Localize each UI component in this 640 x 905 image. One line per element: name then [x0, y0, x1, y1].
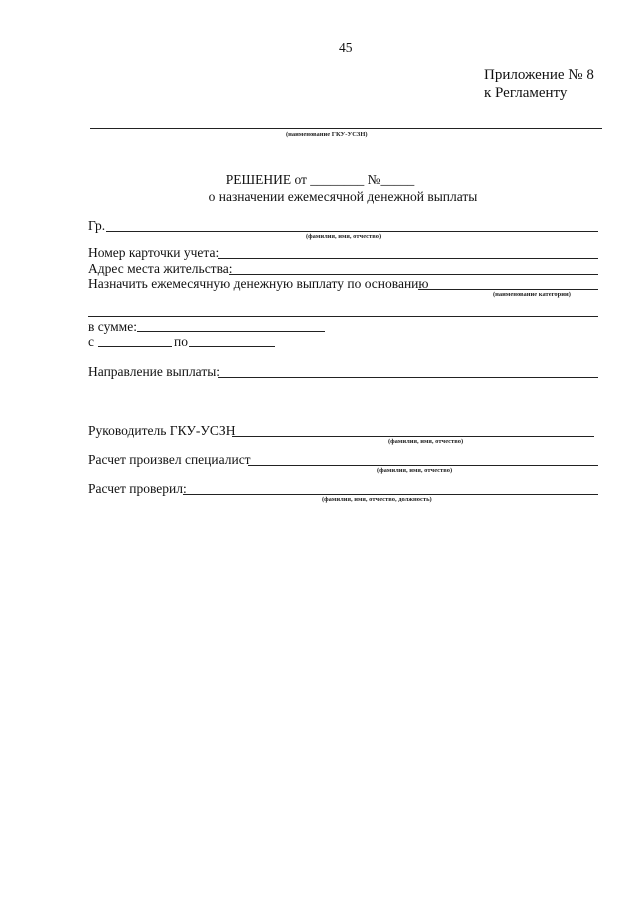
amount-line[interactable] — [137, 331, 325, 332]
appendix-line-2: к Регламенту — [484, 85, 568, 101]
assign-label: Назначить ежемесячную денежную выплату по основанию — [88, 276, 429, 291]
head-caption: (фамилия, имя, отчество) — [388, 438, 464, 445]
org-name-line — [90, 128, 602, 129]
citizen-caption: (фамилия, имя, отчество) — [306, 233, 382, 240]
specialist-label: Расчет произвел специалист — [88, 452, 251, 467]
category-caption: (наименование категории) — [493, 291, 571, 298]
category-line[interactable] — [418, 289, 598, 290]
decision-title: РЕШЕНИЕ от ________ №_____ — [225, 172, 415, 187]
appendix-line-1: Приложение № 8 — [484, 67, 594, 83]
org-caption: (наименование ГКУ-УСЗН) — [286, 131, 368, 138]
card-number-label: Номер карточки учета: — [88, 245, 220, 260]
amount-label: в сумме: — [88, 319, 137, 334]
direction-line[interactable] — [218, 377, 598, 378]
citizen-name-line[interactable] — [106, 231, 598, 232]
checked-signature-line[interactable] — [183, 494, 598, 495]
head-label: Руководитель ГКУ-УСЗН — [88, 423, 236, 438]
checked-label: Расчет проверил: — [88, 481, 187, 496]
citizen-label: Гр. — [88, 218, 106, 233]
head-signature-line[interactable] — [232, 436, 594, 437]
specialist-signature-line[interactable] — [248, 465, 598, 466]
from-label: с — [88, 334, 94, 349]
address-line[interactable] — [229, 274, 598, 275]
decision-subtitle: о назначении ежемесячной денежной выплаты — [208, 189, 478, 204]
from-date-line[interactable] — [98, 346, 172, 347]
card-number-line[interactable] — [218, 258, 598, 259]
category-continuation-line[interactable] — [88, 316, 598, 317]
to-date-line[interactable] — [189, 346, 275, 347]
address-label: Адрес места жительства: — [88, 261, 233, 276]
page-number: 45 — [339, 40, 353, 55]
specialist-caption: (фамилия, имя, отчество) — [377, 467, 453, 474]
to-label: по — [174, 334, 188, 349]
direction-label: Направление выплаты: — [88, 364, 221, 379]
checked-caption: (фамилия, имя, отчество, должность) — [322, 496, 432, 503]
